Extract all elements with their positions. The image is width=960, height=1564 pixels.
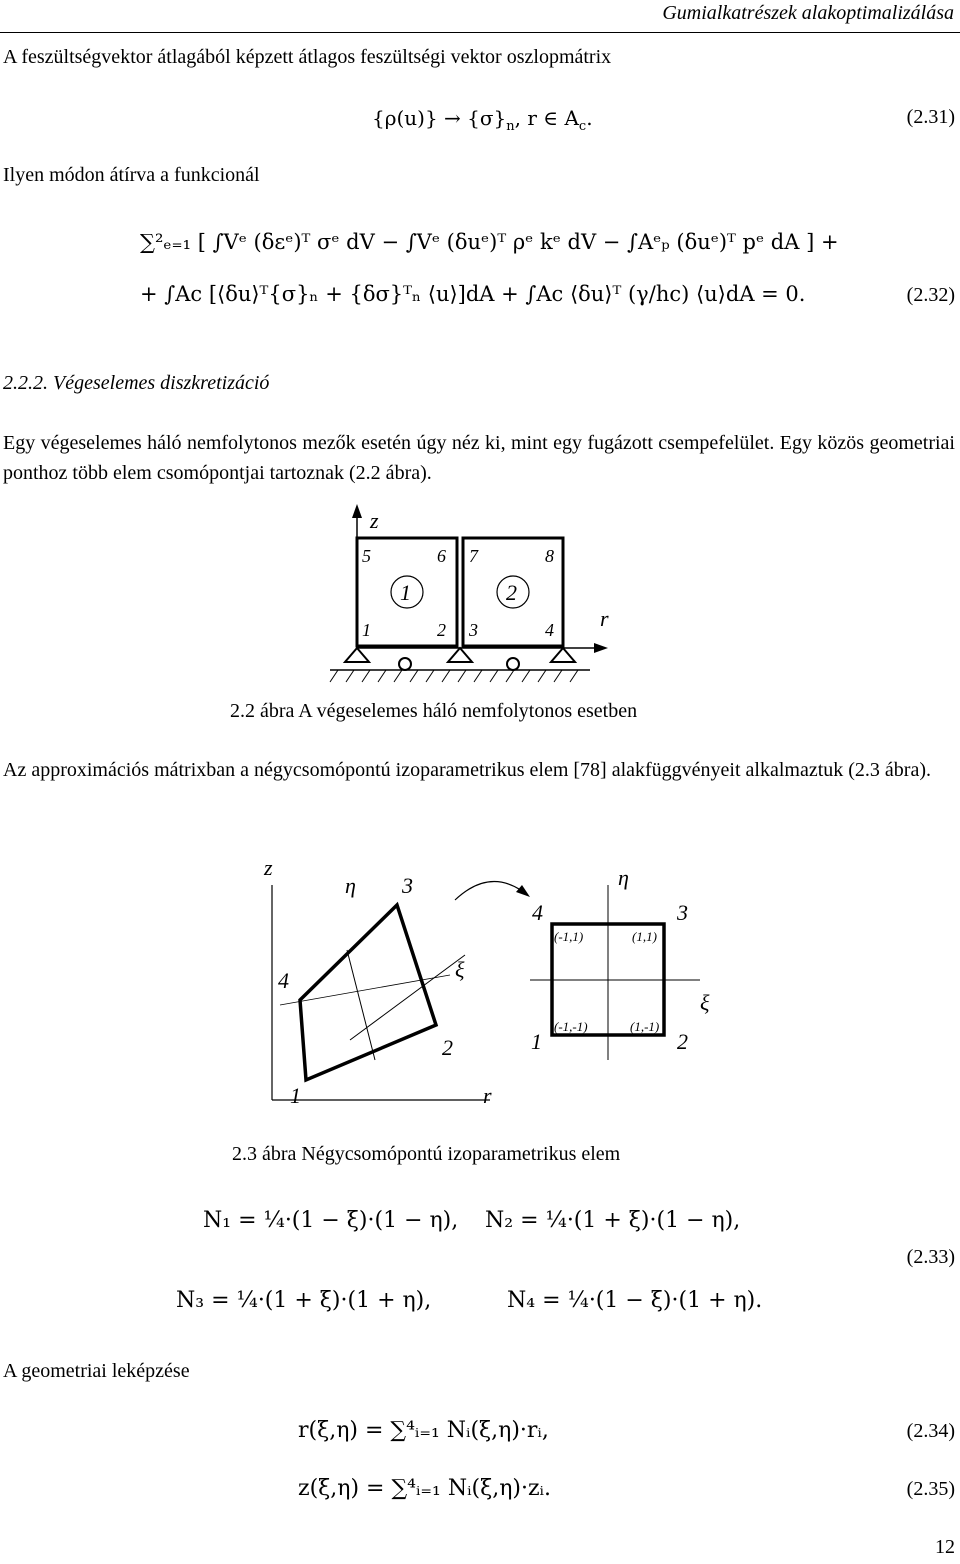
fig22-r-arrowhead bbox=[594, 643, 608, 653]
fig22-caption: 2.2 ábra A végeselemes háló nemfolytonos esetben bbox=[230, 700, 638, 722]
fig23-left-eta: η bbox=[345, 873, 356, 898]
eq235: z(ξ,η) = ∑⁴ᵢ₌₁ Nᵢ(ξ,η)·zᵢ. bbox=[298, 1476, 551, 1501]
page-header-title: Gumialkatrészek alakoptimalizálása bbox=[662, 2, 954, 24]
eq233-n4: N₄ = ¼·(1 − ξ)·(1 + η). bbox=[507, 1288, 763, 1313]
fig23-right-c4: (-1,1) bbox=[554, 929, 584, 944]
eq231-end: . bbox=[586, 106, 593, 130]
paragraph-2: Az approximációs mátrixban a négycsomópontú izoparametrikus elem [78] alakfüggvényeit alkalmaztuk (2.3 ábra). bbox=[3, 759, 932, 781]
fig22-node-4: 4 bbox=[545, 620, 554, 640]
fig23-right-c3: (1,1) bbox=[632, 929, 657, 944]
paragraph-1: Egy végeselemes háló nemfolytonos mezők esetén úgy néz ki, mint egy fugázott csempefelület. Egy közös geometriai ponthoz több elem csomópontjai tartoznak (2.2 ábra). bbox=[3, 432, 955, 484]
figure-2-3 bbox=[250, 845, 730, 1110]
fig23-mapping-arrow bbox=[455, 882, 525, 900]
fig22-node-3: 3 bbox=[469, 620, 478, 640]
fig23-left-n2: 2 bbox=[442, 1035, 453, 1060]
equation-2-31 bbox=[372, 106, 593, 134]
mapping-text: A geometriai leképzése bbox=[3, 1360, 190, 1382]
fig23-left-n1: 1 bbox=[290, 1083, 301, 1108]
page-number: 12 bbox=[935, 1536, 955, 1558]
eq231-sub: n bbox=[506, 119, 515, 134]
fig22-node-6: 6 bbox=[437, 546, 446, 566]
section-title: 2.2.2. Végeselemes diszkretizáció bbox=[3, 372, 270, 394]
eq233-n1: N₁ = ¼·(1 − ξ)·(1 − η), bbox=[203, 1208, 459, 1233]
eq231-rhs: , r ∈ A bbox=[514, 106, 579, 130]
fig23-right-n3: 3 bbox=[677, 900, 688, 925]
fig23-left-xi-line bbox=[350, 955, 465, 1040]
fig22-node-5: 5 bbox=[362, 546, 371, 566]
rewrite-text: Ilyen módon átírva a funkcionál bbox=[3, 164, 260, 186]
fig22-node-7: 7 bbox=[469, 546, 478, 566]
eq231-sub2: c bbox=[578, 119, 587, 134]
eq233-n2: N₂ = ¼·(1 + ξ)·(1 − η), bbox=[485, 1208, 741, 1233]
header-rule bbox=[0, 32, 960, 33]
fig22-element-1-label: 1 bbox=[400, 580, 411, 605]
eq233-n3: N₃ = ¼·(1 + ξ)·(1 + η), bbox=[176, 1288, 432, 1313]
fig23-left-element bbox=[300, 905, 436, 1080]
fig22-supports bbox=[345, 648, 575, 670]
fig22-node-8: 8 bbox=[545, 546, 554, 566]
fig22-node-2: 2 bbox=[437, 620, 446, 640]
fig22-label-z: z bbox=[370, 508, 379, 533]
fig22-element-2-label: 2 bbox=[506, 580, 517, 605]
fig23-right-n2: 2 bbox=[677, 1029, 688, 1054]
eq231-number: (2.31) bbox=[906, 106, 955, 128]
fig22-node-1: 1 bbox=[362, 620, 371, 640]
eq231-lhs: {ρ(u)} → {σ} bbox=[372, 106, 507, 130]
fig23-right-n1: 1 bbox=[531, 1029, 542, 1054]
fig22-label-r: r bbox=[600, 606, 609, 631]
figure-2-2 bbox=[310, 500, 630, 700]
fig23-left-r-label: r bbox=[483, 1083, 492, 1108]
intro-text: A feszültségvektor átlagából képzett átlagos feszültségi vektor oszlopmátrix bbox=[3, 46, 612, 68]
eq234: r(ξ,η) = ∑⁴ᵢ₌₁ Nᵢ(ξ,η)·rᵢ, bbox=[298, 1418, 549, 1443]
eq232-line2: + ∫Ac [⟨δu⟩ᵀ{σ}ₙ + {δσ}ᵀₙ ⟨u⟩]dA + ∫Ac ⟨δu⟩ᵀ (γ/hc) ⟨u⟩dA = 0. bbox=[140, 282, 806, 306]
fig23-right-eta: η bbox=[618, 865, 629, 890]
fig23-right-c1: (-1,-1) bbox=[554, 1019, 588, 1034]
fig22-z-arrowhead bbox=[352, 504, 362, 518]
fig23-left-z-label: z bbox=[264, 855, 273, 880]
fig23-right-n4: 4 bbox=[532, 900, 543, 925]
eq232-line1: ∑²ₑ₌₁ [ ∫Vᵉ (δεᵉ)ᵀ σᵉ dV − ∫Vᵉ (δuᵉ)ᵀ ρᵉ kᵉ dV − ∫Aᵉₚ (δuᵉ)ᵀ pᵉ dA ] + bbox=[140, 230, 839, 254]
fig23-left-n4: 4 bbox=[278, 968, 289, 993]
fig23-left-xi: ξ bbox=[455, 957, 465, 982]
eq235-number: (2.35) bbox=[906, 1478, 955, 1500]
fig23-caption: 2.3 ábra Négycsomópontú izoparametrikus elem bbox=[232, 1143, 621, 1165]
fig23-right-c2: (1,-1) bbox=[630, 1019, 660, 1034]
eq233-number: (2.33) bbox=[906, 1246, 955, 1268]
fig23-left-n3: 3 bbox=[402, 873, 413, 898]
fig23-left-eta-line bbox=[347, 950, 375, 1060]
eq234-number: (2.34) bbox=[906, 1420, 955, 1442]
eq232-number: (2.32) bbox=[906, 284, 955, 306]
fig23-mapping-arrowhead bbox=[516, 885, 530, 897]
fig22-ground-hatch bbox=[330, 670, 578, 682]
fig23-right-xi: ξ bbox=[700, 990, 710, 1015]
